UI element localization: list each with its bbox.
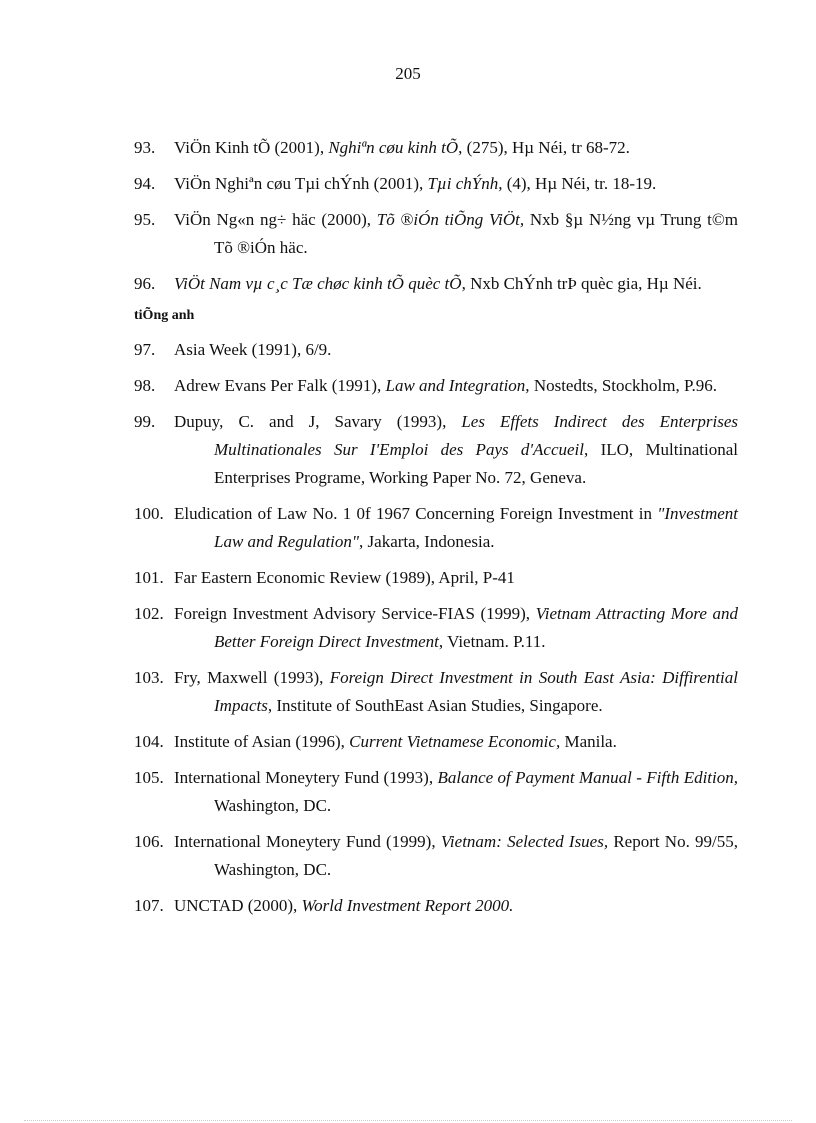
reference-title: World Investment Report 2000. [301,896,514,915]
reference-text [174,170,738,198]
reference-entry [134,500,738,556]
vietnamese-references [134,134,738,298]
reference-number: 93. [134,138,156,157]
reference-entry [134,206,738,262]
reference-number: 95. [134,210,156,229]
reference-details: Washington, DC. [214,796,332,815]
reference-entry [134,600,738,656]
reference-entry [134,336,738,364]
reference-number: 105. [134,768,164,787]
reference-title: Vietnam Attracting More and Better Foreign Direct Investment [214,604,738,651]
reference-author: Foreign Investment Advisory Service-FIAS (1999), [174,604,536,623]
reference-entry [134,728,738,756]
reference-title: Les Effets Indirect des Enterprises Multinationales Sur I'Emploi des Pays d'Accueil [214,412,738,459]
reference-author: Dupuy, C. and J, Savary (1993), [174,412,462,431]
reference-details: , ILO, Multinational Enterprises Programe, Working Paper No. 72, Geneva. [214,440,738,487]
reference-title: Tµi chÝnh, [427,174,503,193]
reference-text [174,728,738,756]
reference-text [174,600,738,656]
reference-title: Vietnam: Selected Isues, [440,832,609,851]
reference-text [174,134,738,162]
reference-number: 106. [134,832,164,851]
reference-details: Report No. 99/55, Washington, DC. [214,832,739,879]
reference-title: Foreign Direct Investment in South East Asia: Diffirential Impacts [214,668,738,715]
reference-text [174,372,738,400]
reference-details: , Vietnam. P.11. [438,632,546,651]
reference-text [174,270,738,298]
reference-details: (4), Hµ Néi, tr. 18-19. [502,174,657,193]
reference-number: 99. [134,412,156,431]
reference-number: 98. [134,376,156,395]
reference-author: UNCTAD (2000), [174,896,302,915]
reference-entry [134,564,738,592]
reference-number: 96. [134,274,156,293]
reference-entry [134,828,738,884]
reference-title: "Investment Law and Regulation" [214,504,738,551]
reference-entry [134,134,738,162]
reference-title: Tõ ®iÓn tiÕng ViÖt, [376,210,525,229]
reference-author: Asia Week (1991), 6/9. [174,340,332,359]
reference-details: Nxb §µ N½ng vµ Trung t©m Tõ ®iÓn häc. [214,210,738,257]
reference-number: 101. [134,568,164,587]
reference-details: , (275), Hµ Néi, tr 68-72. [458,138,630,157]
reference-author: ViÖn Ng«n ng÷ häc (2000), [174,210,377,229]
reference-author: Fry, Maxwell (1993), [174,668,330,687]
reference-text [174,564,738,592]
reference-number: 107. [134,896,164,915]
reference-author: ViÖn Nghiªn cøu Tµi chÝnh (2001), [174,174,428,193]
reference-number: 103. [134,668,164,687]
reference-number: 102. [134,604,164,623]
reference-text [174,500,738,556]
reference-text [174,408,738,492]
reference-author: Eludication of Law No. 1 0f 1967 Concerning Foreign Investment in [174,504,658,523]
reference-title: Current Vietnamese Economic, [349,732,561,751]
reference-author: International Moneytery Fund (1999), [174,832,441,851]
reference-entry [134,170,738,198]
reference-author: ViÖn Kinh tÕ (2001), [174,138,329,157]
reference-list [134,134,738,928]
reference-details: , Jakarta, Indonesia. [359,532,495,551]
reference-title: Law and Integration, [385,376,530,395]
reference-details: , Nxb ChÝnh trÞ quèc gia, Hµ Néi. [461,274,702,293]
reference-number: 104. [134,732,164,751]
reference-entry [134,270,738,298]
reference-text [174,336,738,364]
reference-author: Adrew Evans Per Falk (1991), [174,376,386,395]
reference-text [174,664,738,720]
english-references [134,336,738,920]
reference-author: Institute of Asian (1996), [174,732,350,751]
reference-title: Balance of Payment Manual - Fifth Edition, [437,768,738,787]
reference-details: Manila. [560,732,617,751]
reference-text [174,206,738,262]
reference-title: Nghiªn cøu kinh tÕ [328,138,459,157]
reference-entry [134,408,738,492]
reference-entry [134,892,738,920]
reference-number: 100. [134,504,164,523]
reference-number: 94. [134,174,156,193]
section-heading: tiÕng anh [134,308,195,323]
reference-entry [134,664,738,720]
reference-number: 97. [134,340,156,359]
reference-text [174,828,738,884]
footer-divider [24,1120,792,1121]
page-number: 205 [395,64,421,83]
reference-author: Far Eastern Economic Review (1989), April, P-41 [174,568,515,587]
reference-entry [134,372,738,400]
reference-details: , Institute of SouthEast Asian Studies, Singapore. [267,696,603,715]
reference-entry [134,764,738,820]
reference-text [174,764,738,820]
reference-details: Nostedts, Stockholm, P.96. [529,376,718,395]
reference-text [174,892,738,920]
reference-author: International Moneytery Fund (1993), [174,768,438,787]
reference-title: ViÖt Nam vµ c¸c Tæ chøc kinh tÕ quèc tÕ [174,274,462,293]
